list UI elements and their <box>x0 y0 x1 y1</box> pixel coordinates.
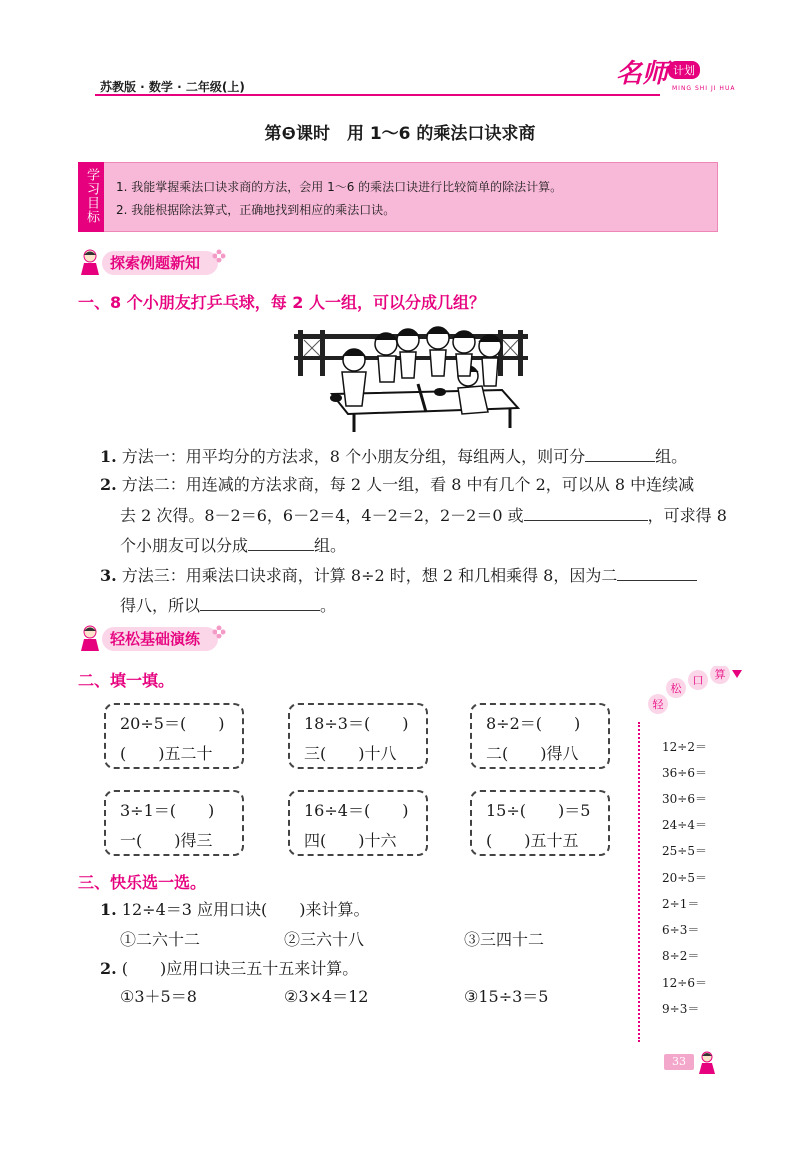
method-2-text: 方法二：用连减的方法求商，每 2 人一组，看 8 中有几个 2，可以从 8 中连续减 <box>121 475 695 494</box>
learning-goals-box <box>78 162 718 232</box>
answer-blank[interactable] <box>248 535 314 551</box>
oral-calc-badge <box>646 666 744 716</box>
method-2-text: ，可求得 8 <box>647 506 727 525</box>
brand-logo-pinyin: MING SHI JI HUA <box>672 85 736 92</box>
fill-box-equation[interactable]: 15÷( )＝5 <box>486 801 591 820</box>
answer-blank[interactable] <box>617 565 697 581</box>
method-1-text: 方法一：用平均分的方法求，8 个小朋友分组，每组两人，则可分 <box>121 447 586 466</box>
flower-icon <box>212 249 226 263</box>
method-3-text: 。 <box>320 596 337 615</box>
goal-item: 2. 我能根据除法算式，正确地找到相应的乘法口诀。 <box>116 203 396 217</box>
header-divider <box>95 94 660 96</box>
choice-option[interactable]: ①二六十二 <box>120 930 201 949</box>
choice-option[interactable]: ①3＋5＝8 <box>120 987 197 1006</box>
choice-option[interactable]: ②三六十八 <box>284 930 365 949</box>
fill-box-rhyme[interactable]: ( )五十五 <box>486 831 579 850</box>
explore-banner <box>78 248 226 278</box>
method-2-text: 去 2 次得。8－2＝6，6－2＝4，4－2＝2，2－2＝0 或 <box>120 506 524 525</box>
fill-box-rhyme[interactable]: 四( )十六 <box>304 831 397 850</box>
method-3-text: 方法三：用乘法口诀求商，计算 8÷2 时，想 2 和几相乘得 8，因为二 <box>121 566 618 585</box>
girl-figure-icon <box>78 248 102 278</box>
fill-box-rhyme[interactable]: 一( )得三 <box>120 831 213 850</box>
method-3-number: 3. <box>100 566 117 585</box>
question-number: 1. <box>100 900 117 919</box>
method-3-line-2 <box>120 592 336 620</box>
oral-calc-item[interactable]: 6÷3＝ <box>662 923 700 937</box>
method-2-text: 个小朋友可以分成 <box>120 536 249 555</box>
choice-option[interactable]: ③三四十二 <box>464 930 545 949</box>
method-2-text: 组。 <box>314 536 347 555</box>
lesson-title: 第❺课时 用 1～6 的乘法口诀求商 <box>264 124 536 144</box>
fill-box <box>288 790 428 856</box>
section-3-heading: 三、快乐选一选。 <box>78 873 207 892</box>
fill-box-equation[interactable]: 16÷4＝( ) <box>304 801 409 820</box>
fill-box-equation[interactable]: 3÷1＝( ) <box>120 801 215 820</box>
fill-box <box>470 703 610 769</box>
girl-figure-icon <box>78 624 102 654</box>
answer-blank[interactable] <box>200 595 320 611</box>
oral-badge-char: 松 <box>670 682 682 695</box>
method-1-number: 1. <box>100 447 117 466</box>
method-2-number: 2. <box>100 475 117 494</box>
oral-calc-item[interactable]: 8÷2＝ <box>662 949 700 963</box>
question-text: 12÷4＝3 应用口诀( )来计算。 <box>121 900 370 919</box>
page-number: 33 <box>664 1054 694 1070</box>
fill-box-equation[interactable]: 8÷2＝( ) <box>486 714 581 733</box>
method-2-line-1 <box>100 471 694 499</box>
practice-banner-label: 轻松基础演练 <box>102 627 218 651</box>
method-2-line-3 <box>120 532 346 560</box>
method-2-line-2 <box>120 502 727 530</box>
fill-box-equation[interactable]: 20÷5＝( ) <box>120 714 225 733</box>
learning-goals-tab <box>78 162 104 232</box>
answer-blank[interactable] <box>585 446 655 462</box>
oral-calc-item[interactable]: 2÷1＝ <box>662 897 700 911</box>
brand-logo-tag: 计划 <box>668 61 700 79</box>
method-3-text: 得八，所以 <box>120 596 201 615</box>
question-number: 2. <box>100 959 117 978</box>
oral-calc-item[interactable]: 12÷2＝ <box>662 740 707 754</box>
method-1 <box>100 443 687 471</box>
explore-banner-label: 探索例题新知 <box>102 251 218 275</box>
fill-box-equation[interactable]: 18÷3＝( ) <box>304 714 409 733</box>
girl-figure-icon <box>696 1050 718 1076</box>
fill-box <box>470 790 610 856</box>
sidebar-divider <box>638 722 640 1042</box>
learning-goals-label: 学习目标 <box>84 168 99 224</box>
practice-banner <box>78 624 226 654</box>
oral-calc-item[interactable]: 25÷5＝ <box>662 844 707 858</box>
fill-box <box>104 703 244 769</box>
answer-blank[interactable] <box>524 505 648 521</box>
oral-calc-item[interactable]: 12÷6＝ <box>662 976 707 990</box>
question-heading-1: 一、8 个小朋友打乒乓球，每 2 人一组，可以分成几组？ <box>78 293 485 312</box>
fill-box <box>288 703 428 769</box>
oral-calc-item[interactable]: 9÷3＝ <box>662 1002 700 1016</box>
brand-logo-text: 名师 <box>616 59 669 89</box>
choice-option[interactable]: ②3×4＝12 <box>284 987 369 1006</box>
choice-question-2 <box>100 955 358 983</box>
oral-badge-char: 轻 <box>652 698 664 711</box>
oral-calc-item[interactable]: 36÷6＝ <box>662 766 707 780</box>
ping-pong-illustration <box>292 316 530 434</box>
oral-calc-item[interactable]: 20÷5＝ <box>662 871 707 885</box>
oral-badge-char: 口 <box>692 674 704 687</box>
fill-box-rhyme[interactable]: 三( )十八 <box>304 744 397 763</box>
method-1-text-end: 组。 <box>655 447 688 466</box>
method-3-line-1 <box>100 562 697 590</box>
choice-question-1 <box>100 896 370 924</box>
goal-item: 1. 我能掌握乘法口诀求商的方法，会用 1～6 的乘法口诀进行比较简单的除法计算。 <box>116 180 563 194</box>
fill-box <box>104 790 244 856</box>
flower-icon <box>212 625 226 639</box>
fill-box-rhyme[interactable]: 二( )得八 <box>486 744 579 763</box>
section-2-heading: 二、填一填。 <box>78 671 175 690</box>
fill-box-rhyme[interactable]: ( )五二十 <box>120 744 213 763</box>
oral-calc-item[interactable]: 24÷4＝ <box>662 818 707 832</box>
choice-option[interactable]: ③15÷3＝5 <box>464 987 549 1006</box>
book-title: 苏教版 · 数学 · 二年级(上) <box>100 80 245 94</box>
question-text: ( )应用口诀三五十五来计算。 <box>121 959 359 978</box>
oral-calc-item[interactable]: 30÷6＝ <box>662 792 707 806</box>
oral-badge-char: 算 <box>714 668 726 681</box>
